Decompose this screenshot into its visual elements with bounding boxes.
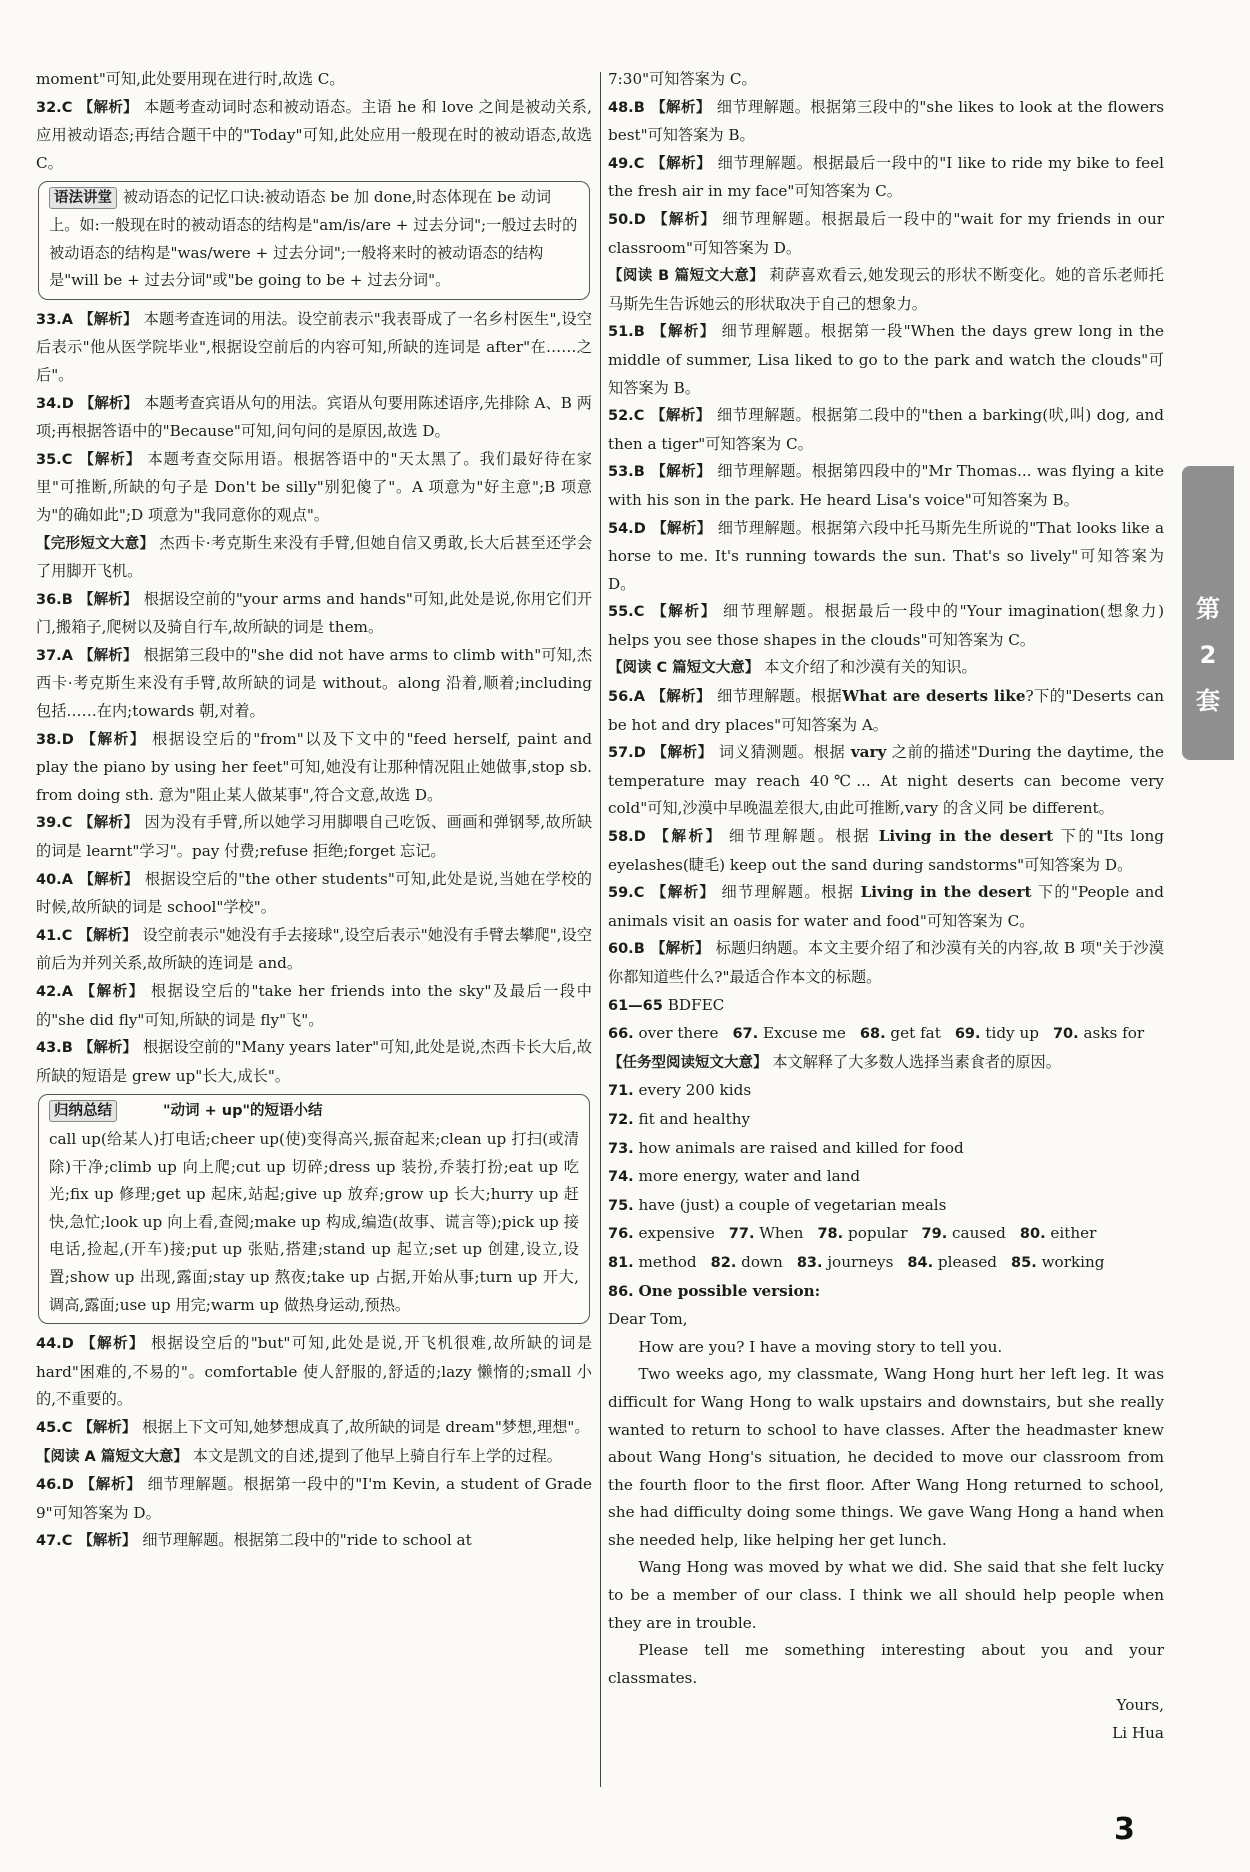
- task-reading-summary: 【任务型阅读短文大意】 本文解释了大多数人选择当素食者的原因。: [608, 1052, 1061, 1071]
- answer-item: 81. method: [608, 1252, 697, 1271]
- column-divider: [600, 72, 601, 1787]
- answer-53: 53.B 【解析】 细节理解题。根据第四段中的"Mr Thomas... was flying a kite with his son in the park. He heard Lisa's voice"可知答案为 B。: [608, 462, 1164, 509]
- left-column: [36, 66, 592, 1556]
- letter-greeting: Dear Tom,: [608, 1310, 688, 1329]
- answer-71: 71. every 200 kids: [608, 1081, 752, 1100]
- answer-39: 39.C 【解析】 因为没有手臂,所以她学习用脚喂自己吃饭、画画和弹钢琴,故所缺的词是 learnt"学习"。pay 付费;refuse 拒绝;forget 忘记。: [36, 813, 593, 861]
- reading-c-summary: 【阅读 C 篇短文大意】 本文介绍了和沙漠有关的知识。: [608, 658, 977, 677]
- letter-closing: Yours,: [1116, 1696, 1164, 1715]
- answer-41: 41.C 【解析】 设空前表示"她没有手去接球",设空后表示"她没有手臂去攀爬",设空前后为并列关系,故所缺的连词是 and。: [36, 925, 593, 973]
- answer-75: 75. have (just) a couple of vegetarian meals: [608, 1195, 947, 1214]
- answer-37: 37.A 【解析】 根据第三段中的"she did not have arms to climb with"可知,杰西卡·考克斯生来没有手臂,故所缺的词是 without。along 沿着,顺着;including 包括……在内;towards 朝,对着。: [36, 645, 593, 721]
- answer-38: 38.D 【解析】 根据设空后的"from"以及下文中的"feed herself, paint and play the piano by using her feet"可知,她没有让那种情况阻止她做事,stop sb. from doing sth. 意为"阻止某人做某事",符合文意,故选 D。: [36, 729, 592, 804]
- answer-45: 45.C 【解析】 根据上下文可知,她梦想成真了,故所缺的词是 dream"梦想,理想"。: [36, 1417, 590, 1436]
- answer-item: 77. When: [728, 1224, 804, 1243]
- answer-34: 34.D 【解析】 本题考查宾语从句的用法。宾语从句要用陈述语序,先排除 A、B 两项;再根据答语中的"Because"可知,问句问的是原因,故选 D。: [36, 393, 592, 441]
- answer-item: 79. caused: [921, 1224, 1006, 1243]
- answer-item: 69. tidy up: [954, 1024, 1039, 1043]
- letter-paragraph: How are you? I have a moving story to tell you.: [638, 1337, 1003, 1356]
- section-tab-char: 第: [1196, 595, 1220, 623]
- section-tab-char: 套: [1196, 687, 1220, 715]
- sample-letter: [608, 1306, 1164, 1748]
- answer-43: 43.B 【解析】 根据设空前的"Many years later"可知,此处是说,杰西卡长大后,故所缺的短语是 grew up"长大,成长"。: [36, 1038, 592, 1085]
- answer-47: 47.C 【解析】 细节理解题。根据第二段中的"ride to school at: [36, 1531, 472, 1550]
- summary-box-text: call up(给某人)打电话;cheer up(使)变得高兴,振奋起来;clean up 打扫(或清除)干净;climb up 向上爬;cut up 切碎;dress up 装扮,乔装打扮;eat up 吃光;fix up 修理;get up 起床,站起;give up 放弃;grow up 长大;hurry up 赶快,急忙;look up 向上看,查阅;make up 构成,编造(故事、谎言等);pick up 接电话,捡起,(开车)接;put up 张贴,搭建;stand up 起立;set up 创建,设立,设置;show up 出现,露面;stay up 熬夜;take up 占据,开始从事;turn up 开大,调高,露面;use up 用完;warm up 做热身运动,预热。: [49, 1129, 579, 1314]
- grammar-note-text: 被动语态的记忆口诀:被动语态 be 加 done,时态体现在 be 动词上。如:一般现在时的被动语态的结构是"am/is/are + 过去分词";一般过去时的被动语态的结构是"was/were + 过去分词";一般将来时的被动语态的结构是"will be + 过去分词"或"be going to be + 过去分词"。: [49, 188, 578, 290]
- summary-box-title: "动词 + up"的短语小结: [163, 1103, 323, 1120]
- answer-item: 66. over there: [608, 1024, 719, 1043]
- grammar-note-box: [38, 181, 590, 299]
- answer-item: 83. journeys: [796, 1252, 894, 1271]
- answer-32: 32.C 【解析】 本题考查动词时态和被动语态。主语 he 和 love 之间是被动关系,应用被动语态;再结合题干中的"Today"可知,此处应用一般现在时的被动语态,故选 C。: [36, 97, 593, 172]
- answer-59: 59.C 【解析】 细节理解题。根据 Living in the desert 下的"People and animals visit an oasis for water and food"可知答案为 C。: [608, 883, 1165, 930]
- letter-paragraph: Wang Hong was moved by what we did. She said that she felt lucky to be a member of our class. I think we all should help people when they are in trouble.: [608, 1558, 1164, 1632]
- summary-box-label: 归纳总结: [49, 1100, 117, 1122]
- answer-50: 50.D 【解析】 细节理解题。根据最后一段中的"wait for my friends in our classroom"可知答案为 D。: [608, 209, 1164, 257]
- answer-item: 80. either: [1019, 1224, 1097, 1243]
- answer-60: 60.B 【解析】 标题归纳题。本文主要介绍了和沙漠有关的内容,故 B 项"关于沙漠你都知道些什么?"最适合作本文的标题。: [608, 939, 1164, 986]
- answer-56: 56.A 【解析】 细节理解题。根据What are deserts like?下的"Deserts can be hot and dry places"可知答案为 A。: [608, 687, 1165, 734]
- answer-58: 58.D 【解析】 细节理解题。根据 Living in the desert 下的"Its long eyelashes(睫毛) keep out the sand during sandstorms"可知答案为 D。: [608, 827, 1165, 874]
- answer-item: 68. get fat: [859, 1024, 941, 1043]
- section-tab: [1182, 466, 1234, 760]
- answer-74: 74. more energy, water and land: [608, 1167, 861, 1186]
- answer-item: 85. working: [1011, 1252, 1105, 1271]
- answers-81-85: [608, 1249, 1164, 1278]
- answers-66-70: [608, 1020, 1164, 1049]
- answer-54: 54.D 【解析】 细节理解题。根据第六段中托马斯先生所说的"That looks like a horse to me. It's running towards the sun. That's so lively"可知答案为 D。: [608, 518, 1165, 593]
- answer-51: 51.B 【解析】 细节理解题。根据第一段"When the days grew long in the middle of summer, Lisa liked to go to the park and watch the clouds"可知答案为 B。: [608, 322, 1165, 397]
- answer-48: 48.B 【解析】 细节理解题。根据第三段中的"she likes to look at the flowers best"可知答案为 B。: [608, 97, 1165, 145]
- letter-signature: Li Hua: [1112, 1724, 1164, 1743]
- answer-item: 78. popular: [817, 1224, 908, 1243]
- section-tab-char: 2: [1199, 641, 1217, 669]
- continued-line: 7:30"可知答案为 C。: [608, 70, 757, 88]
- answer-49: 49.C 【解析】 细节理解题。根据最后一段中的"I like to ride my bike to feel the fresh air in my face"可知答案为 C。: [608, 153, 1164, 201]
- answer-52: 52.C 【解析】 细节理解题。根据第二段中的"then a barking(吠,叫) dog, and then a tiger"可知答案为 C。: [608, 406, 1165, 453]
- reading-b-summary: 【阅读 B 篇短文大意】 莉萨喜欢看云,她发现云的形状不断变化。她的音乐老师托马斯先生告诉她云的形状取决于自己的想象力。: [608, 266, 1164, 313]
- letter-paragraph: Please tell me something interesting about you and your classmates.: [608, 1641, 1164, 1687]
- answer-61-65: 61—65 BDFEC: [608, 995, 725, 1014]
- reading-a-summary: 【阅读 A 篇短文大意】 本文是凯文的自述,提到了他早上骑自行车上学的过程。: [36, 1446, 562, 1465]
- answer-35: 35.C 【解析】 本题考查交际用语。根据答语中的"天太黑了。我们最好待在家里"可推断,所缺的句子是 Don't be silly"别犯傻了"。A 项意为"好主意";B 项意为"的确如此";D 项意为"我同意你的观点"。: [36, 449, 592, 524]
- right-column: [608, 66, 1164, 1748]
- answer-73: 73. how animals are raised and killed for food: [608, 1138, 964, 1157]
- answer-40: 40.A 【解析】 根据设空后的"the other students"可知,此处是说,当她在学校的时候,故所缺的词是 school"学校"。: [36, 869, 592, 917]
- answer-42: 42.A 【解析】 根据设空后的"take her friends into the sky"及最后一段中的"she did fly"可知,所缺的词是 fly"飞"。: [36, 982, 592, 1029]
- cloze-summary: 【完形短文大意】 杰西卡·考克斯生来没有手臂,但她自信又勇敢,长大后甚至还学会了用脚开飞机。: [36, 533, 593, 581]
- answer-46: 46.D 【解析】 细节理解题。根据第一段中的"I'm Kevin, a student of Grade 9"可知答案为 D。: [36, 1475, 593, 1522]
- answers-76-80: [608, 1220, 1164, 1249]
- answer-item: 82. down: [710, 1252, 783, 1271]
- continued-line: moment"可知,此处要用现在进行时,故选 C。: [36, 70, 345, 88]
- answer-57: 57.D 【解析】 词义猜测题。根据 vary 之前的描述"During the daytime, the temperature may reach 40℃... At night deserts can become very cold"可知,沙漠中早晚温差很大,由此可推断,vary 的含义同 be different。: [608, 743, 1165, 818]
- answer-55: 55.C 【解析】 细节理解题。根据最后一段中的"Your imagination(想象力) helps you see those shapes in the clouds"可知答案为 C。: [608, 602, 1165, 649]
- answer-33: 33.A 【解析】 本题考查连词的用法。设空前表示"我表哥成了一名乡村医生",设空后表示"他从医学院毕业",根据设空前后的内容可知,所缺的连词是 after"在……之后"。: [36, 309, 592, 384]
- answer-item: 76. expensive: [608, 1224, 715, 1243]
- page-number: 3: [1114, 1812, 1135, 1847]
- answer-72: 72. fit and healthy: [608, 1109, 751, 1128]
- answer-item: 84. pleased: [907, 1252, 998, 1271]
- answer-86: 86. One possible version:: [608, 1281, 821, 1300]
- summary-box: [38, 1094, 590, 1324]
- answer-44: 44.D 【解析】 根据设空后的"but"可知,此处是说,开飞机很难,故所缺的词是 hard"困难的,不易的"。comfortable 使人舒服的,舒适的;lazy 懒惰的;small 小的,不重要的。: [36, 1334, 593, 1409]
- answer-item: 67. Excuse me: [732, 1024, 846, 1043]
- answer-36: 36.B 【解析】 根据设空前的"your arms and hands"可知,此处是说,你用它们开门,搬箱子,爬树以及骑自行车,故所缺的词是 them。: [36, 589, 593, 637]
- letter-paragraph: Two weeks ago, my classmate, Wang Hong hurt her left leg. It was difficult for Wang Hong to walk upstairs and downstairs, but she really wanted to return to school to have classes. After the headmaster knew about Wang Hong's situation, he decided to move our classroom from the fourth floor to the first floor. After Wang Hong returned to school, she had difficulty doing some things. We gave Wang Hong a hand when she needed help, like helping her get lunch.: [608, 1365, 1164, 1549]
- answer-item: 70. asks for: [1052, 1024, 1145, 1043]
- grammar-note-label: 语法讲堂: [49, 187, 117, 209]
